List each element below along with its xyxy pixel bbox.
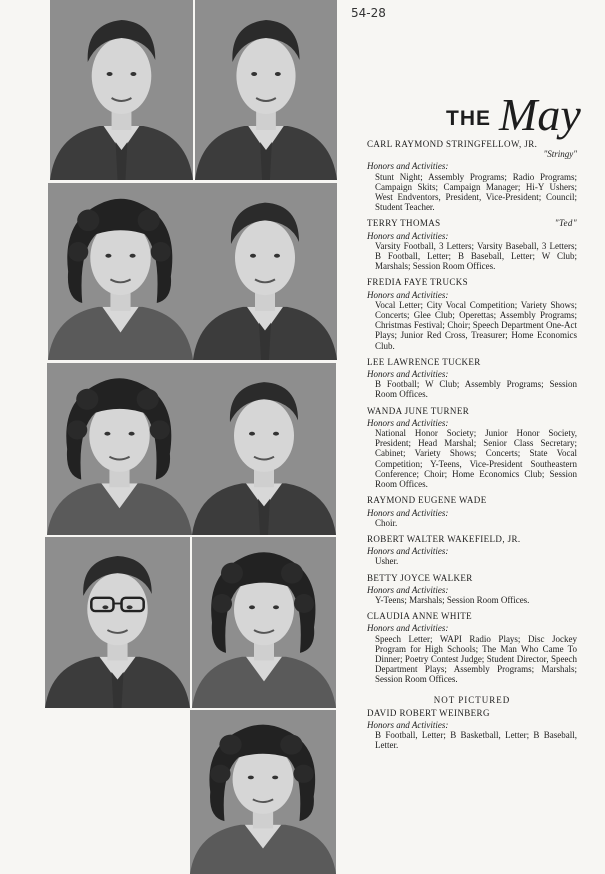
honors-label: Honors and Activities: <box>367 623 449 634</box>
activities-text: Y-Teens; Marshals; Session Room Offices. <box>375 594 530 605</box>
senior-name: LEE LAWRENCE TUCKER <box>367 356 481 367</box>
activities-text: National Honor Society; Junior Honor Society, President; Head Marshal; Senior Class Secretary; Cabinet; Variety Shows; Concerts; State Vocal Competition; Y-Teens, Vice-President Southeastern Conference; Choir; Home Economics Club; Session Room Offices. <box>375 428 577 490</box>
activities-text: Choir. <box>375 517 398 528</box>
name-row <box>367 534 577 544</box>
activities-text: B Football, Letter; B Basketball, Letter; B Baseball, Letter. <box>375 730 577 751</box>
portrait-photo <box>45 537 190 708</box>
section-heading <box>446 84 581 140</box>
honors-label: Honors and Activities: <box>367 289 449 300</box>
heading-prefix: THE <box>446 107 491 130</box>
portrait-photo <box>48 183 193 360</box>
senior-entry <box>367 495 577 528</box>
senior-entry <box>367 611 577 684</box>
activities-text: Speech Letter; WAPI Radio Plays; Disc Jockey Program for High Schools; The Man Who Came To Dinner; Poetry Contest Judge; Student Director, Speech Department Plays; Assembly Programs; Marshals; Session Room Offices. <box>375 633 577 685</box>
portrait-silhouette <box>50 0 193 180</box>
corner-note: 54-28 <box>351 6 386 20</box>
name-row <box>367 357 577 367</box>
portrait-silhouette <box>192 363 336 535</box>
senior-name: WANDA JUNE TURNER <box>367 405 470 416</box>
name-row <box>367 573 577 583</box>
senior-entry <box>367 218 577 271</box>
not-pictured-entry <box>367 708 577 751</box>
senior-entry <box>367 573 577 606</box>
senior-name: ROBERT WALTER WAKEFIELD, JR. <box>367 533 521 544</box>
honors-label: Honors and Activities: <box>367 584 449 595</box>
honors-label: Honors and Activities: <box>367 161 449 172</box>
portrait-silhouette <box>195 0 337 180</box>
nickname: "Ted" <box>554 218 577 229</box>
activities-text: Vocal Letter; City Vocal Competition; Variety Shows; Concerts; Glee Club; Operettas; Assembly Programs; Christmas Festival; Choir; Speech Department One-Act Plays; Junior Red Cross, Treasurer; Home Economics Club. <box>375 299 577 351</box>
senior-name: CLAUDIA ANNE WHITE <box>367 611 473 622</box>
portrait-silhouette <box>190 710 336 874</box>
senior-entry <box>367 406 577 490</box>
senior-name: CARL RAYMOND STRINGFELLOW, JR. <box>367 139 538 149</box>
name-row <box>367 495 577 505</box>
activities-text: Stunt Night; Assembly Programs; Radio Programs; Campaign Skits; Campaign Manager; Hi-Y Ushers; West Endventors, President, Vice-President; Council; Student Teacher. <box>375 171 577 213</box>
portrait-photo <box>190 710 336 874</box>
activities-text: Usher. <box>375 556 399 567</box>
portrait-silhouette <box>193 183 337 360</box>
portrait-photo <box>192 363 336 535</box>
honors-label: Honors and Activities: <box>367 417 449 428</box>
senior-entry <box>367 277 577 350</box>
portrait-silhouette <box>47 363 192 535</box>
portrait-photo <box>195 0 337 180</box>
activities-text: B Football; W Club; Assembly Programs; Session Room Offices. <box>375 379 577 400</box>
name-row <box>367 139 577 149</box>
senior-entries <box>367 139 577 757</box>
portrait-photo <box>193 183 337 360</box>
honors-label: Honors and Activities: <box>367 230 449 241</box>
portrait-silhouette <box>45 537 190 708</box>
honors-label: Honors and Activities: <box>367 719 449 730</box>
name-row <box>367 708 577 718</box>
senior-entry <box>367 139 577 212</box>
senior-name: DAVID ROBERT WEINBERG <box>367 707 490 718</box>
nickname: "Stringy" <box>543 149 577 160</box>
honors-label: Honors and Activities: <box>367 369 449 380</box>
honors-label: Honors and Activities: <box>367 546 449 557</box>
name-row <box>367 218 577 228</box>
heading-month: May <box>499 89 581 140</box>
senior-name: RAYMOND EUGENE WADE <box>367 495 487 506</box>
portrait-photo <box>192 537 336 708</box>
name-row <box>367 611 577 621</box>
senior-entry <box>367 357 577 400</box>
senior-name: BETTY JOYCE WALKER <box>367 572 473 583</box>
not-pictured-heading: NOT PICTURED <box>433 694 511 705</box>
senior-name: TERRY THOMAS <box>367 218 441 229</box>
name-row <box>367 277 577 287</box>
senior-name: FREDIA FAYE TRUCKS <box>367 277 469 288</box>
portrait-photo <box>50 0 193 180</box>
name-row <box>367 406 577 416</box>
senior-entry <box>367 534 577 567</box>
portrait-photo <box>47 363 192 535</box>
portrait-silhouette <box>48 183 193 360</box>
portrait-silhouette <box>192 537 336 708</box>
honors-label: Honors and Activities: <box>367 507 449 518</box>
activities-text: Varsity Football, 3 Letters; Varsity Baseball, 3 Letters; B Football, Letter; B Baseball, Letter; W Club; Marshals; Session Room Offices. <box>375 240 577 272</box>
